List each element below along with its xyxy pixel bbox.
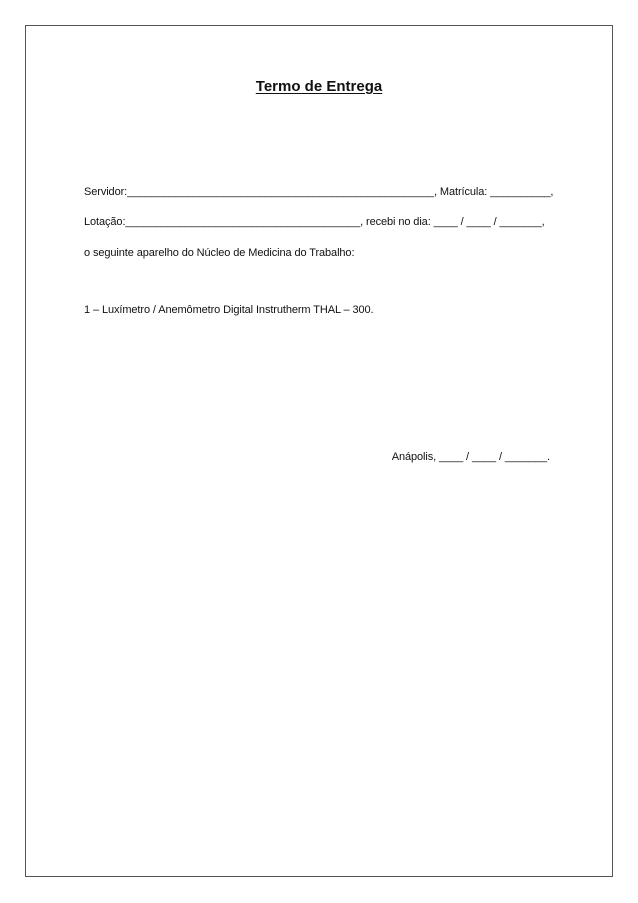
document-title [0,78,638,95]
document-title-text: Termo de Entrega [255,78,383,95]
servidor-matricula-line: Servidor:___________________________________________________, Matrícula: __________, [84,186,554,198]
place-date-line: Anápolis, ____ / ____ / _______. [391,451,550,463]
lotacao-data-line: Lotação:_______________________________________, recebi no dia: ____ / ____ / _______, [84,216,545,228]
aparelho-intro-line: o seguinte aparelho do Núcleo de Medicina do Trabalho: [84,247,355,259]
equipment-item-line: 1 – Luxímetro / Anemômetro Digital Instrutherm THAL – 300. [84,304,374,316]
